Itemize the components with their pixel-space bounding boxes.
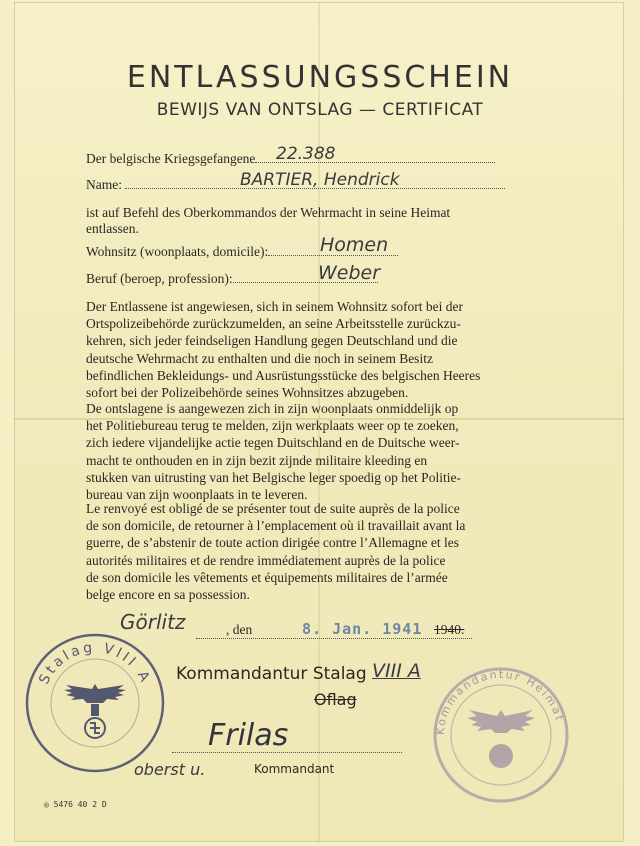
oflag-label: Oflag bbox=[314, 690, 357, 709]
pow-number-value: 22.388 bbox=[276, 144, 336, 164]
order-text-line: entlassen. bbox=[86, 221, 139, 236]
paragraph-line: macht te onthouden en in zijn bezit zijnde militaire kleeding en bbox=[86, 452, 428, 468]
paragraph-line: guerre, de s’abstenir de toute action dirigée contre l’Allemagne et les bbox=[86, 535, 459, 551]
print-code bbox=[44, 800, 107, 809]
paragraph-line: de son domicile, de retourner à l’emplacement où il travaillait avant la bbox=[86, 518, 466, 534]
paragraph-line: het Politiebureau terug te melden, zijn werkplaats weer op te zoeken, bbox=[86, 418, 459, 434]
printed-year: 1940. bbox=[434, 622, 465, 637]
paragraph-line: befindlichen Bekleidungs- und Ausrüstungsstücke des belgischen Heeres bbox=[86, 367, 481, 383]
residence-label: Wohnsitz (woonplaats, domicile): bbox=[86, 244, 269, 259]
kommandantur-label: Kommandantur Stalag bbox=[176, 664, 367, 684]
german-paragraph bbox=[86, 298, 516, 401]
dutch-paragraph bbox=[86, 400, 516, 503]
paragraph-line: De ontslagene is aangewezen zich in zijn woonplaats onmiddelijk op bbox=[86, 401, 459, 416]
svg-text:Stalag VIII A bbox=[36, 640, 154, 687]
paragraph-line: zich iedere vijandelijke actie tegen Duitschland en de Duitsche weer- bbox=[86, 435, 460, 451]
left-seal-text: Stalag VIII A bbox=[36, 639, 154, 687]
printer-mark-icon: ◎ bbox=[44, 800, 49, 809]
commander-signature: Frilas bbox=[208, 718, 289, 753]
paragraph-line: bureau van zijn woonplaats in te leveren. bbox=[86, 487, 308, 503]
paragraph-line: de son domicile les vêtements et équipements militaires de l’armée bbox=[86, 569, 448, 585]
signature-line bbox=[172, 752, 402, 753]
paragraph-line: belge encore en sa possession. bbox=[86, 587, 250, 603]
stalag-number: VIII A bbox=[372, 660, 421, 682]
eagle-icon bbox=[467, 710, 535, 768]
eagle-icon bbox=[64, 684, 126, 738]
name-label: Name: bbox=[86, 177, 122, 192]
order-text-line: ist auf Befehl des Oberkommandos der Wehrmacht in seine Heimat bbox=[86, 205, 451, 220]
print-code-text: 5476 40 2 D bbox=[53, 800, 107, 809]
paragraph-line: Le renvoyé est obligé de se présenter tout de suite auprès de la police bbox=[86, 501, 460, 516]
paragraph-line: stukken van uitrusting van het Belgische leger spoedig op het Politie- bbox=[86, 469, 461, 485]
den-label: , den bbox=[226, 622, 253, 637]
paragraph-line: autorités militaires et de rendre immédiatement auprès de la police bbox=[86, 552, 446, 568]
paragraph-line: deutsche Wehrmacht zu enthalten und die noch in seinem Besitz bbox=[86, 350, 433, 366]
paragraph-line: Der Entlassene ist angewiesen, sich in seinem Wohnsitz sofort bei der bbox=[86, 299, 463, 314]
rank-handwritten: oberst u. bbox=[134, 760, 206, 779]
right-seal-text: Kommandantur Heimat bbox=[433, 667, 567, 736]
kommandant-label: Kommandant bbox=[254, 762, 335, 776]
profession-value: Weber bbox=[318, 262, 381, 284]
paragraph-line: sofort bei der Polizeibehörde seines Wohnsitzes abzugeben. bbox=[86, 385, 409, 401]
paragraph-line: kehren, sich jeder feindseligen Handlung gegen Deutschland und die bbox=[86, 333, 458, 349]
place-handwritten: Görlitz bbox=[120, 610, 186, 634]
french-paragraph bbox=[86, 500, 516, 603]
stamp-date: 8. Jan. 1941 bbox=[302, 620, 423, 638]
document-title: ENTLASSUNGSSCHEIN bbox=[126, 60, 514, 95]
paragraph-line: Ortspolizeibehörde zurückzumelden, an seine Arbeitsstelle zurückzu- bbox=[86, 316, 461, 332]
stalag-seal-stamp bbox=[24, 632, 166, 774]
document-subtitle: BEWIJS VAN ONTSLAG — CERTIFICAT bbox=[156, 100, 484, 120]
kommandantur-seal-stamp bbox=[430, 664, 572, 806]
residence-value: Homen bbox=[320, 234, 389, 256]
profession-label: Beruf (beroep, profession): bbox=[86, 271, 233, 286]
name-value: BARTIER, Hendrick bbox=[240, 170, 400, 190]
pow-label: Der belgische Kriegsgefangene bbox=[86, 151, 256, 166]
